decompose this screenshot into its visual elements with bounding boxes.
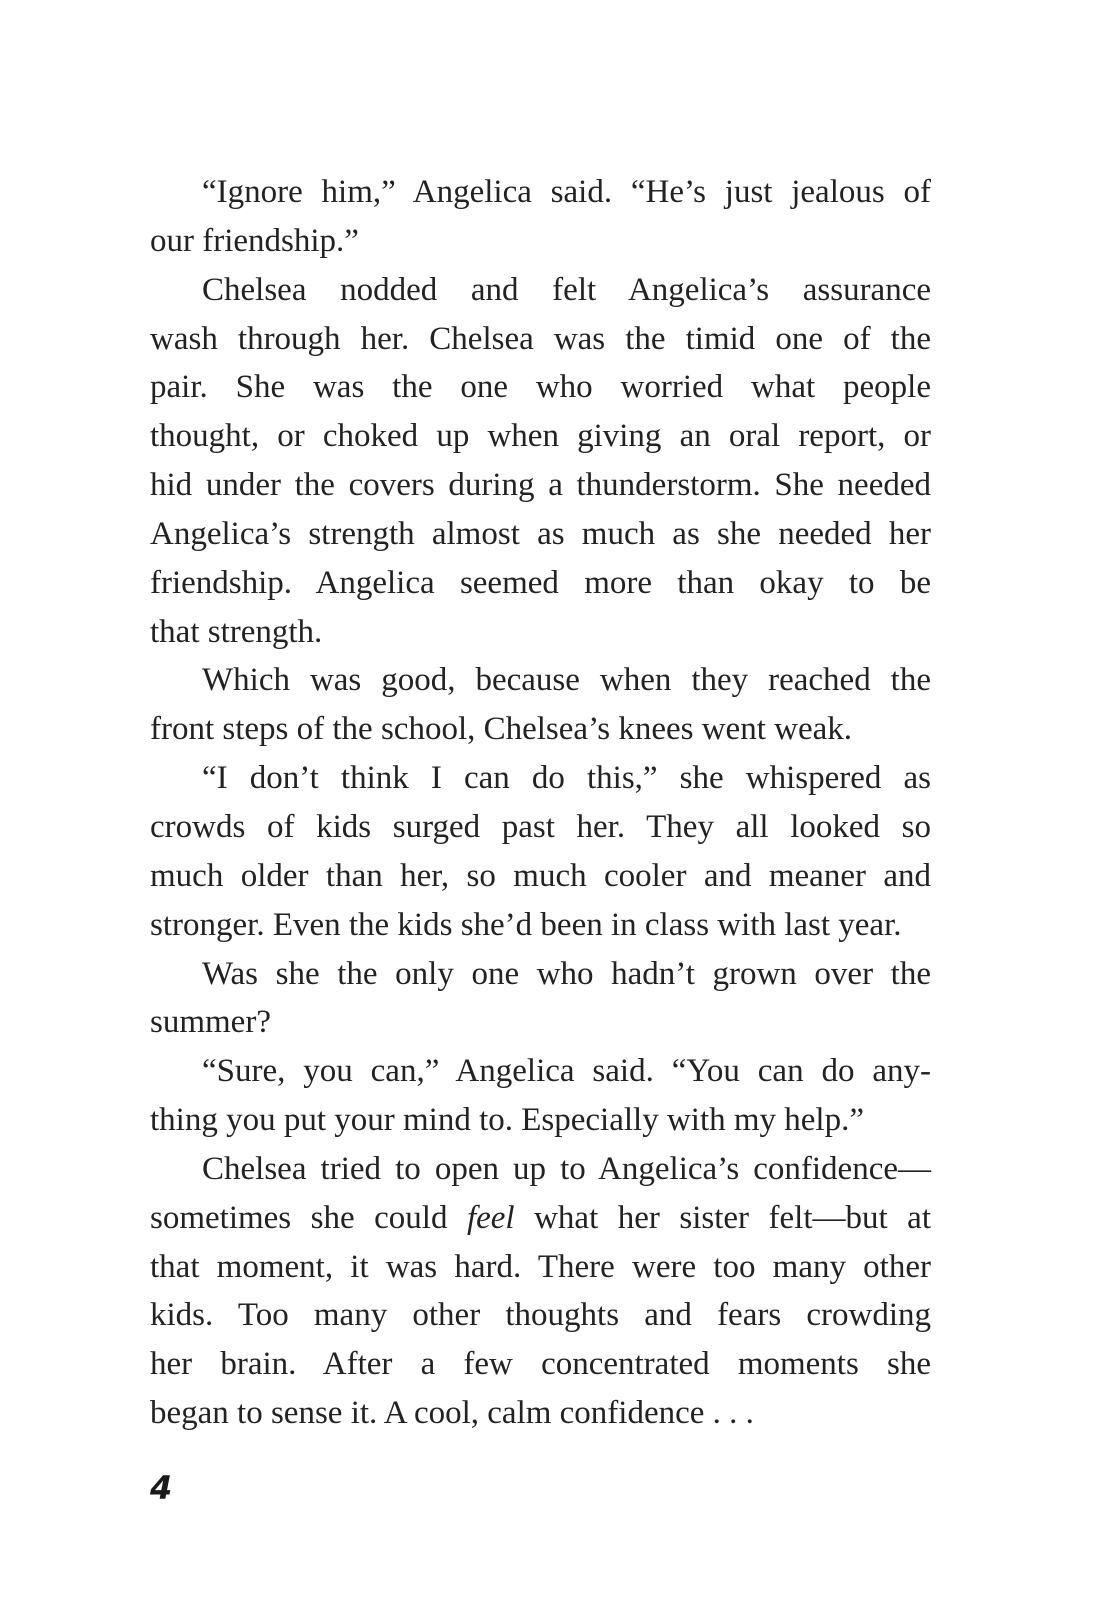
text-line: pair. She was the one who worried what people (150, 369, 931, 406)
text-line: wash through her. Chelsea was the timid one of the (150, 320, 931, 357)
text-line: thing you put your mind to. Especially with my help.” (150, 1102, 864, 1139)
text-line: Angelica’s strength almost as much as she needed her (150, 515, 931, 552)
text-line: that strength. (150, 613, 323, 650)
text-line: “Sure, you can,” Angelica said. “You can do any- (202, 1053, 931, 1090)
text-line: Was she the only one who hadn’t grown over the (202, 955, 931, 992)
text-line: “Ignore him,” Angelica said. “He’s just jealous of (202, 174, 931, 210)
text-line: Chelsea tried to open up to Angelica’s confidence— (202, 1150, 931, 1187)
page-number: 4 (150, 1469, 173, 1507)
emphasized-word: feel (466, 1199, 515, 1236)
text-line: Chelsea nodded and felt Angelica’s assurance (202, 271, 931, 308)
text-line: began to sense it. A cool, calm confidence . . . (150, 1395, 754, 1432)
text-line: thought, or choked up when giving an oral report, or (150, 418, 931, 455)
body-text (150, 168, 931, 1438)
text-line: her brain. After a few concentrated moments she (150, 1346, 931, 1383)
text-line: our friendship.” (150, 222, 359, 259)
text-line: “I don’t think I can do this,” she whispered as (202, 760, 931, 797)
text-line: sometimes she could feel what her sister felt—but at (150, 1199, 931, 1236)
text-line: that moment, it was hard. There were too many other (150, 1248, 931, 1285)
text-line: Which was good, because when they reached the (202, 662, 931, 699)
text-line: crowds of kids surged past her. They all looked so (150, 808, 931, 845)
text-line: friendship. Angelica seemed more than okay to be (150, 564, 931, 601)
text-line: summer? (150, 1004, 271, 1041)
text-line: kids. Too many other thoughts and fears crowding (150, 1297, 931, 1334)
text-line: hid under the covers during a thunderstorm. She needed (150, 467, 931, 504)
text-line: stronger. Even the kids she’d been in class with last year. (150, 906, 902, 943)
text-line: front steps of the school, Chelsea’s knees went weak. (150, 711, 852, 748)
text-line: much older than her, so much cooler and meaner and (150, 857, 931, 894)
